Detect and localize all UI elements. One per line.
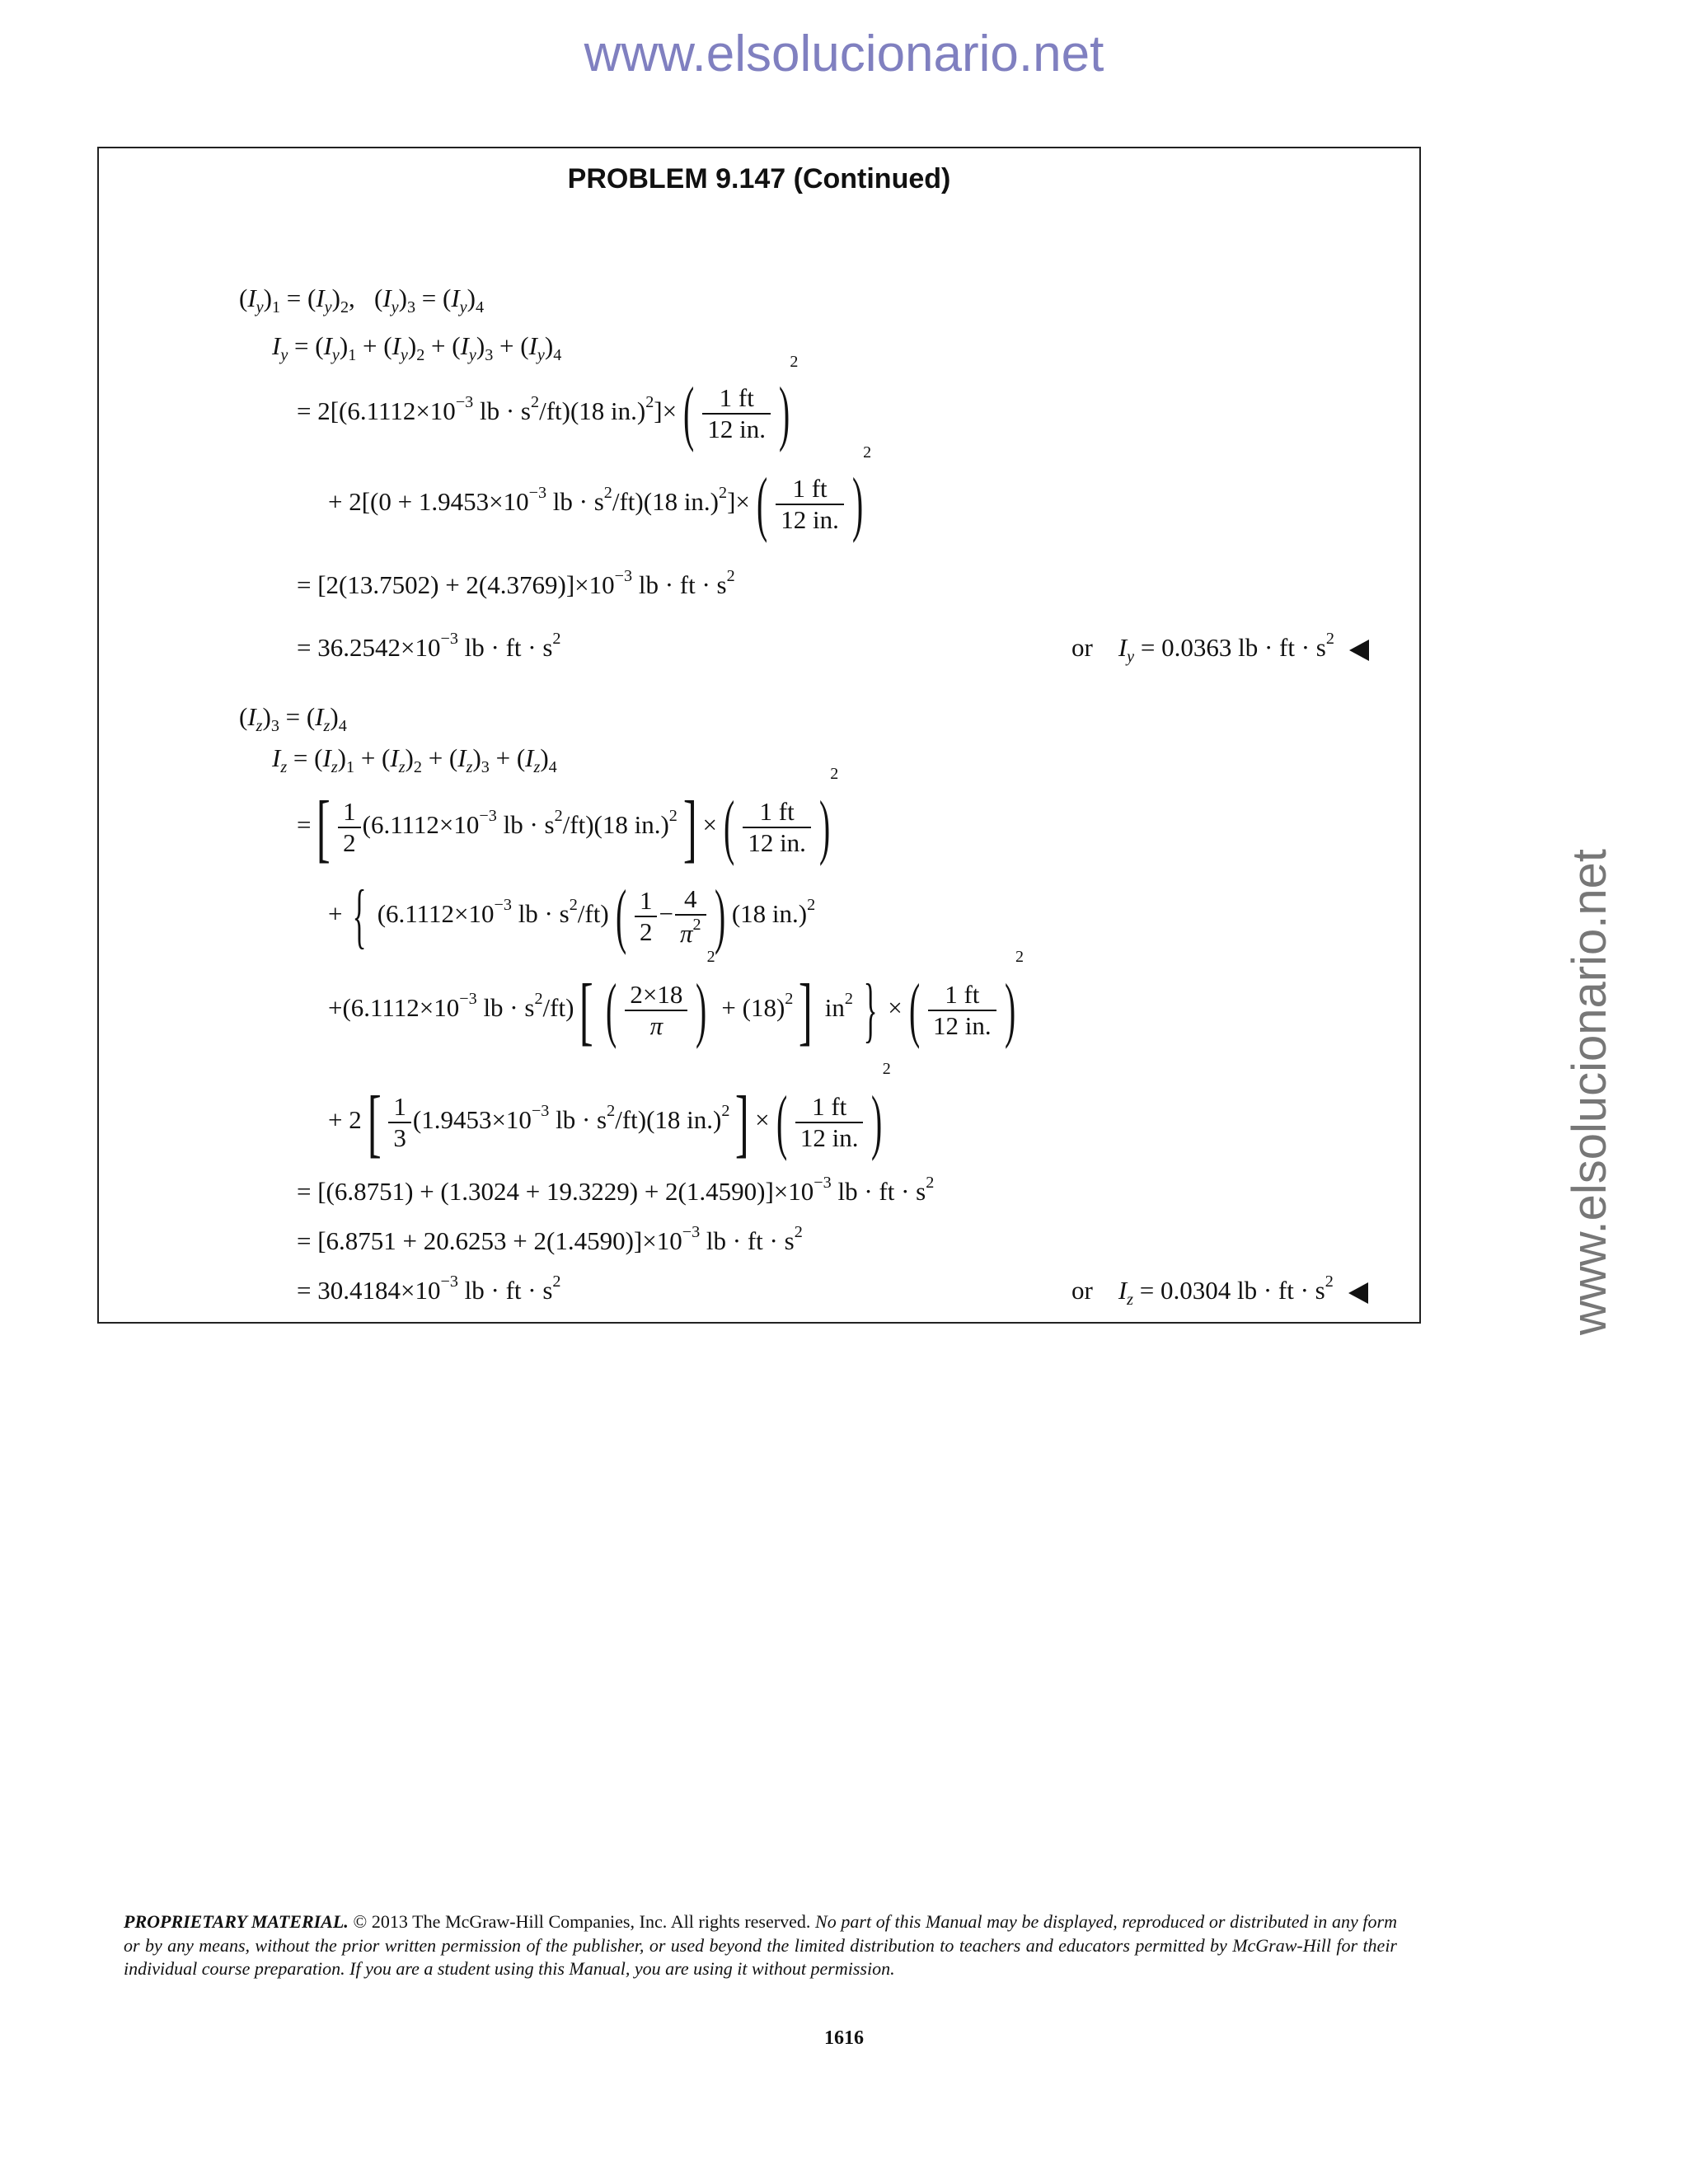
- answer-iz: or $I_z = 0.0304$ lb · ft · $s^2$: [1071, 1272, 1368, 1310]
- equation-iz-line5: = $[(6.8751) + (1.3024 + 19.3229) + 2(1.4590)]\times 10^{-3}$ lb · ft · $s^2$: [297, 1174, 935, 1207]
- equation-iz-result: = $30.4184\times 10^{-3}$ lb · ft · $s^2$: [297, 1272, 561, 1305]
- answer-arrow-icon: [1348, 1282, 1368, 1304]
- equation-iz-line3: $+(6.1112\times 10^{-3}$ lb · $s^2/ft$)[ ( $\frac{2\times 18}{\pi}$ )$2 + (18)^2$] $in^2$ } ×( $\frac{1 ft}{12 in.}$ )2: [328, 948, 1024, 1052]
- equation-iz-line6: = $[6.8751 + 20.6253 + 2(1.4590)]\times 10^{-3}$ lb · ft · $s^2$: [297, 1223, 803, 1256]
- equation-iz-line1: =[ $\frac{1}{2}$ ($6.1112\times 10^{-3}$ lb · $s^2/ft)(18$ in.)$^2$] ×( $\frac{1 ft}{12 in.}$ )2: [297, 765, 839, 869]
- rights-text: © 2013 The McGraw-Hill Companies, Inc. All rights reserved.: [348, 1911, 816, 1932]
- equation-iy-line3: = $[2(13.7502) + 2(4.3769)]\times 10^{-3}$ lb · ft · $s^2$: [297, 567, 735, 600]
- answer-iy-value: = 0.0363 lb · ft · s: [1140, 633, 1326, 663]
- answer-arrow-icon: [1349, 640, 1369, 661]
- answer-iy: or $I_y = 0.0363$ lb · ft · $s^2$: [1071, 630, 1369, 667]
- equation-iz-line2: + { ($6.1112\times 10^{-3}$ lb · $s^2/ft$)( $\frac{1}{2}$ − $\frac{4}{\pi^2}$ ) (18 in.)$^2$: [328, 876, 816, 956]
- answer-iz-value: = 0.0304 lb · ft · s: [1139, 1276, 1325, 1305]
- proprietary-label: PROPRIETARY MATERIAL.: [124, 1911, 349, 1932]
- equation-iz-sum: $I_z = (I_z)_1 + (I_z)_2 + (I_z)_3 + (I_z)_4$: [272, 743, 557, 777]
- page-number: 1616: [824, 2027, 864, 2049]
- watermark-side: www.elsolucionario.net: [1563, 849, 1616, 1335]
- or-label: or: [1071, 1276, 1093, 1305]
- equation-iy-sum: $I_y = (I_y)_1 + (I_y)_2 + (I_y)_3 + (I_y)_4$: [272, 331, 562, 365]
- watermark-top: www.elsolucionario.net: [584, 26, 1104, 82]
- equation-iy-line1: = $2[(6.1112\times 10^{-3}$ lb · $s^2/ft)(18$ in.)$^2$]×( $\frac{1 ft}{12 in.}$ )2: [297, 353, 799, 453]
- problem-title: PROBLEM 9.147 (Continued): [567, 163, 951, 194]
- copyright-notice: [124, 1910, 1397, 1981]
- equation-iy-line2: + $2[(0 + 1.9453\times 10^{-3}$ lb · $s^2/ft)(18$ in.)$^2$]×( $\frac{1 ft}{12 in.}$ )2: [328, 443, 872, 544]
- equation-iz-symmetry: $(I_z)_3 = (I_z)_4$: [239, 702, 347, 736]
- equation-iy-symmetry: $(I_y)_1 = (I_y)_2$, $(I_y)_3 = (I_y)_4$: [239, 284, 485, 317]
- equation-iz-line4: + 2[ $\frac{1}{3}$ ($1.9453\times 10^{-3}$ lb · $s^2/ft)(18$ in.)$^2$] ×( $\frac{1 ft}{12 in.}$ )2: [328, 1060, 891, 1165]
- equation-iy-result: = $36.2542\times 10^{-3}$ lb · ft · $s^2$: [297, 630, 561, 663]
- permission-notice: No part of this Manual may be displayed, reproduced or distributed in any form or by any means, without the prior written permission of the publisher, or used beyond the limited distribution to teachers and educators permitted by McGraw-Hill for their individual course preparation. If you are a student using this Manual, you are using it without permission.: [124, 1911, 1397, 1980]
- or-label: or: [1071, 633, 1093, 663]
